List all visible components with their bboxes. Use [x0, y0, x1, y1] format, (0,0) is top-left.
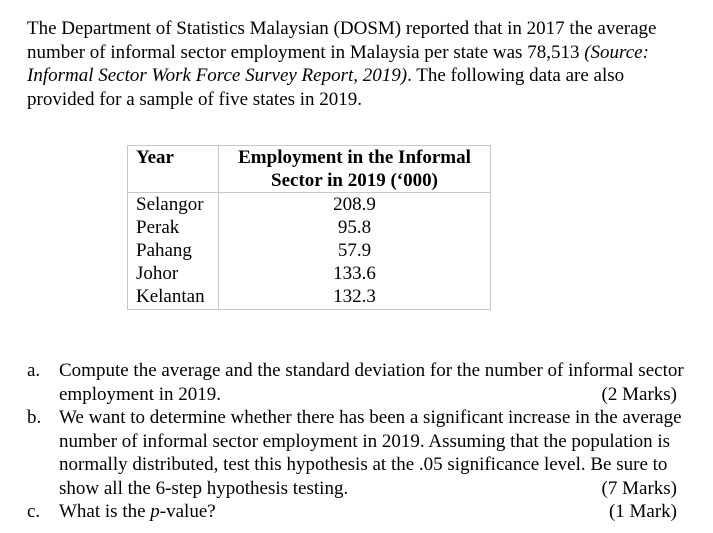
question-text: We want to determine whether there has been a significant increase in the average number of informal sector employment in 2019. Assuming that the population is normally distributed, test this hypothesis at the .05 significance level. Be sure to show all the 6-step hypothesis testing.: [59, 407, 682, 499]
p-value-symbol: p: [150, 501, 160, 522]
value-cell: 133.6: [219, 262, 491, 285]
question-marks: (7 Marks): [601, 477, 677, 499]
question-marks: (2 Marks): [601, 383, 677, 405]
state-cell: Kelantan: [128, 285, 219, 310]
table-row: [128, 193, 491, 217]
question-letter: c.: [27, 501, 41, 522]
question-letter: a.: [27, 360, 41, 381]
question-text-before: What is the: [59, 501, 151, 522]
table-header-row: [128, 146, 491, 193]
value-cell: 132.3: [219, 285, 491, 310]
table-row: [128, 285, 491, 310]
header-employment-line2: Sector in 2019 (‘000): [271, 170, 438, 191]
intro-text-part1: The Department of Statistics Malaysian (DOSM) reported that in 2017 the average number of informal sector employment in Malaysia per state was 78,513: [27, 18, 657, 63]
question-text-after: -value?: [159, 501, 216, 522]
value-cell: 57.9: [219, 239, 491, 262]
intro-text-part2: . The following data are also provided for a sample of five states in 2019.: [27, 65, 625, 110]
state-cell: Johor: [128, 262, 219, 285]
employment-table: [127, 145, 491, 310]
question-c: [27, 500, 687, 524]
header-year: Year: [128, 146, 219, 193]
state-cell: Selangor: [128, 193, 219, 217]
state-cell: Pahang: [128, 239, 219, 262]
question-letter: b.: [27, 407, 42, 428]
state-cell: Perak: [128, 216, 219, 239]
question-text: Compute the average and the standard deviation for the number of informal sector employment in 2019.: [59, 360, 684, 405]
problem-intro: [27, 17, 687, 111]
question-list: [27, 359, 687, 524]
value-cell: 208.9: [219, 193, 491, 217]
table-row: [128, 216, 491, 239]
question-a: [27, 359, 687, 406]
question-b: [27, 406, 687, 500]
table-row: [128, 262, 491, 285]
table-row: [128, 239, 491, 262]
header-employment: [219, 146, 491, 193]
intro-source-citation: (Source: Informal Sector Work Force Survey Report, 2019): [27, 41, 649, 86]
header-employment-line1: Employment in the Informal: [238, 147, 471, 168]
question-marks: (1 Mark): [608, 501, 677, 522]
value-cell: 95.8: [219, 216, 491, 239]
